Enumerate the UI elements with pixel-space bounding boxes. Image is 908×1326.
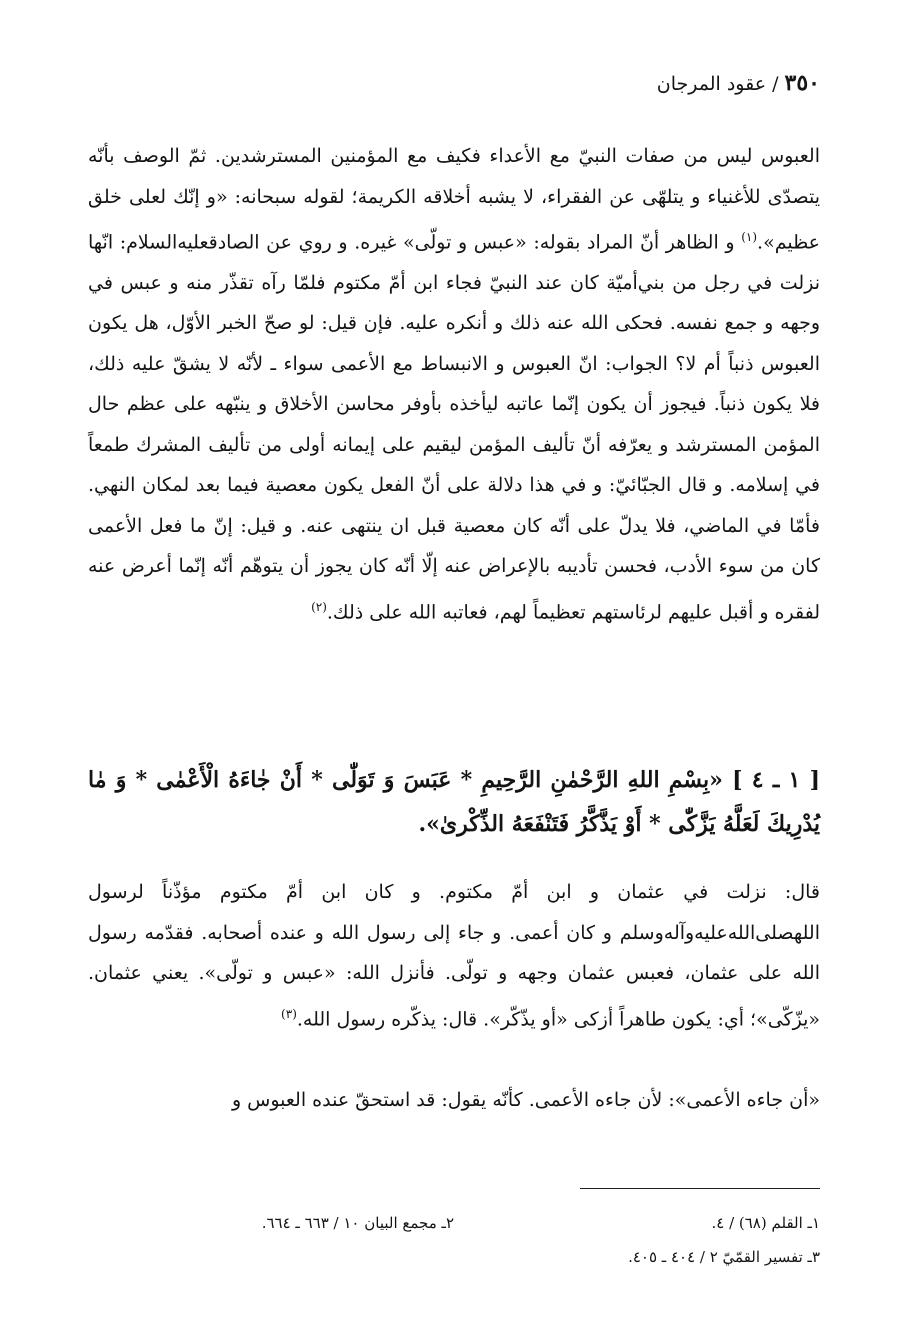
quran-verse: [ ١ ـ ٤ ] «بِسْمِ اللهِ الرَّحْمٰنِ الرَّحِيمِ * عَبَسَ وَ تَوَلّٰى * أَنْ جٰاءَهُ الْأَعْمٰى * وَ مٰا يُدْرِيكَ لَعَلَّهُ يَزَّكّٰى * أَوْ يَذَّكَّرُ فَتَنْفَعَهُ الذِّكْرىٰ». — [88, 767, 820, 837]
paragraph-2: و الظاهر أنّ المراد بقوله: «عبس و تولّى» غيره. و روي عن الصادقعليه‌السلام: انّها نزلت في رجل من بني‌أميّة كان عند النبيّ فجاء ابن أمّ مكتوم فلمّا رآه تقذّر منه و عبس في وجهه و جمع نفسه. فحكى الله عنه ذلك و أنكره عليه. فإن قيل: لو صحّ الخبر الأوّل، هل يكون العبوس ذنباً أم لا؟ الجواب: انّ العبوس و الانبساط مع الأعمى سواء ـ لأنّه لا يشقّ عليه ذلك، فلا يكون ذنباً. فيجوز أن يكون إنّما عاتبه ليأخذه بأوفر محاسن الأخلاق و ينبّهه على عظم حال المؤمن المسترشد و يعرّفه أنّ تأليف المؤمن ليقيم على إيمانه أولى من تأليف المشرك طمعاً في إسلامه. و قال الجبّائيّ: و في هذا دلالة على أنّ الفعل يكون معصية فيما بعد لمكان النهي. فأمّا في الماضي، فلا يدلّ على أنّه كان معصية قبل ان ينتهى عنه. و قيل: إنّ ما فعل الأعمى كان من سوء الأدب، فحسن تأديبه بالإعراض عنه إلّا أنّه كان يجوز أن يتوهّم أنّه إنّما أعرض عنه لفقره و أقبل عليهم لرئاستهم تعظيماً لهم، فعاتبه الله على ذلك. — [88, 231, 820, 624]
page-number: ٣٥٠ — [784, 70, 820, 96]
footnote-3: ٣ـ تفسير القمّيّ ٢ / ٤٠٤ ـ ٤٠٥. — [628, 1248, 820, 1266]
narration-text: قال: نزلت في عثمان و ابن أمّ مكتوم. و كان ابن أمّ مكتوم مؤذّناً لرسول اللهصلى‌الله‌عليه‌وآله‌وسلم و كان أعمى. و جاء إلى رسول الله و عنده أصحابه. فقدّمه رسول الله على عثمان، فعبس عثمان وجهه و تولّى. فأنزل الله: «عبس و تولّى». يعني عثمان. «يزّكّى»؛ أي: يكون طاهراً أزكى «أو يذّكّر». قال: يذكّره رسول الله. — [88, 881, 820, 1030]
narration-block — [88, 872, 820, 1039]
footnote-divider — [580, 1188, 820, 1189]
footnote-2: ٢ـ مجمع البيان ١٠ / ٦٦٣ ـ ٦٦٤. — [261, 1214, 454, 1232]
last-line: «أن جاءه الأعمى»: لأن جاءه الأعمى. كأنّه يقول: قد استحقّ عنده العبوس و — [231, 1089, 820, 1111]
commentary-paragraph — [88, 136, 820, 633]
paragraph-1: العبوس ليس من صفات النبيّ مع الأعداء فكيف مع المؤمنين المسترشدين. ثمّ الوصف بأنّه يتصدّى للأغنياء و يتلهّى عن الفقراء، لا يشبه أخلاقه الكريمة؛ لقوله سبحانه: «و إنّك لعلى خلق عظيم». — [88, 145, 820, 254]
footnote-1: ١ـ القلم (٦٨) / ٤. — [711, 1214, 820, 1232]
book-title: عقود المرجان — [656, 73, 767, 95]
main-commentary — [88, 136, 820, 633]
footnote-ref-2: (٢) — [311, 599, 327, 614]
footnotes — [88, 1206, 820, 1274]
continuation-block — [88, 1080, 820, 1121]
header-separator: / — [766, 73, 785, 95]
running-header — [88, 70, 820, 96]
footnote-ref-3: (٣) — [281, 1006, 297, 1021]
footnote-ref-1: (١) — [741, 230, 758, 244]
quran-verse-block — [88, 758, 820, 846]
